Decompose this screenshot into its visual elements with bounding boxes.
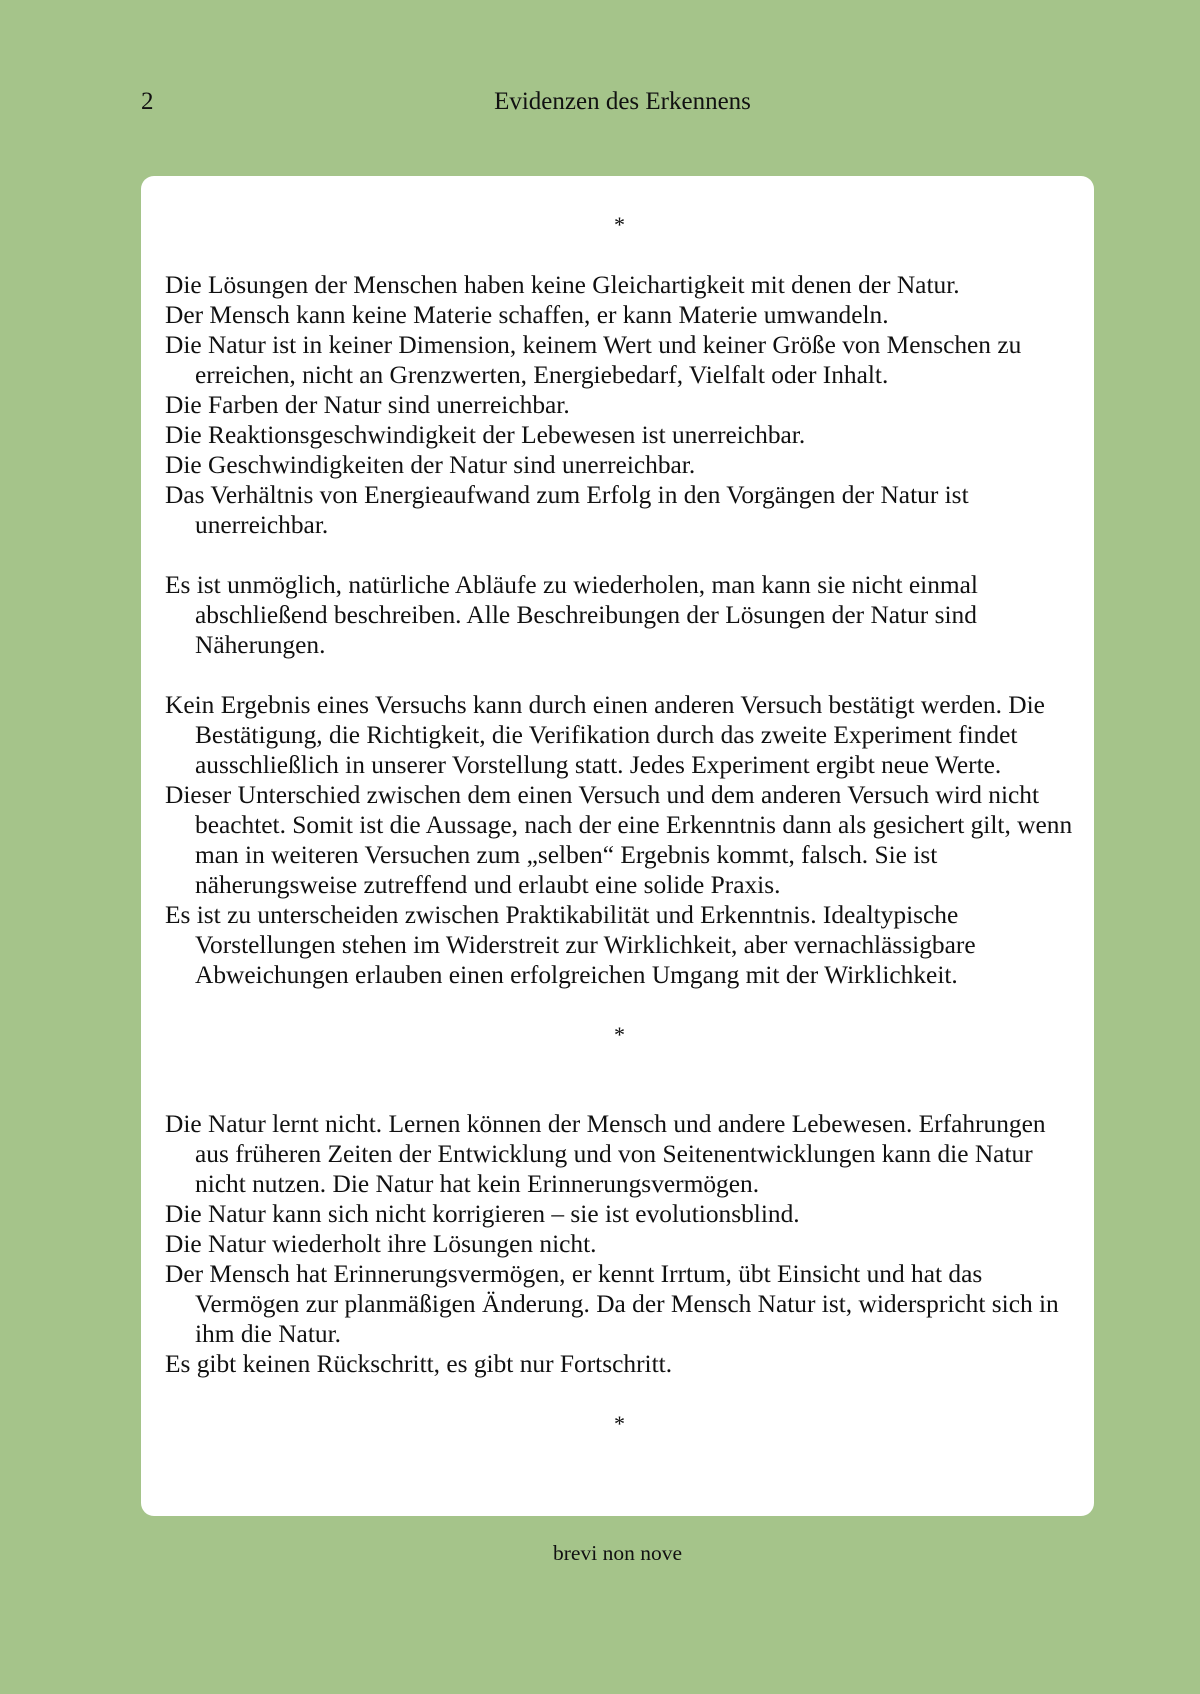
paragraph: Es ist unmöglich, natürliche Abläufe zu wiederholen, man kann sie nicht einmal abschließend beschreiben. Alle Beschreibungen der Lösungen der Natur sind Näherungen. [165,571,978,659]
paragraph: Die Natur wiederholt ihre Lösungen nicht. [165,1230,597,1258]
paragraph: Das Verhältnis von Energieaufwand zum Erfolg in den Vorgängen der Natur ist unerreichbar. [165,481,969,539]
card-content [165,210,1074,1439]
paragraph: Es gibt keinen Rückschritt, es gibt nur Fortschritt. [165,1350,673,1378]
paragraph: Die Natur ist in keiner Dimension, keinem Wert und keiner Größe von Menschen zu erreichen, nicht an Grenzwerten, Energiebedarf, Vielfalt oder Inhalt. [165,331,1022,389]
text-card [141,176,1094,1516]
paragraph: Die Natur lernt nicht. Lernen können der Mensch und andere Lebewesen. Erfahrungen aus früheren Zeiten der Entwicklung und von Seitenentwicklungen kann die Natur nicht nutzen. Die Natur hat kein Erinnerungsvermögen. [165,1110,1046,1198]
paragraph: Die Lösungen der Menschen haben keine Gleichartigkeit mit denen der Natur. [165,271,960,299]
paragraph: Kein Ergebnis eines Versuchs kann durch einen anderen Versuch bestätigt werden. Die Bestätigung, die Richtigkeit, die Verifikation durch das zweite Experiment findet ausschließlich in unserer Vorstellung statt. Jedes Experiment ergibt neue Werte. [165,691,1045,779]
paragraph: Die Geschwindigkeiten der Natur sind unerreichbar. [165,451,696,479]
section-separator: * [614,1411,625,1436]
paragraph: Der Mensch kann keine Materie schaffen, er kann Materie umwandeln. [165,301,889,329]
section-3 [165,690,1074,990]
paragraph: Es ist zu unterscheiden zwischen Praktikabilität und Erkenntnis. Idealtypische Vorstellungen stehen im Widerstreit zur Wirklichkeit, aber vernachlässigbare Abweichungen erlauben einen erfolgreichen Umgang mit der Wirklichkeit. [165,901,976,989]
section-separator: * [614,212,625,237]
paragraph: Der Mensch hat Erinnerungsvermögen, er kennt Irrtum, übt Einsicht und hat das Vermögen zur planmäßigen Änderung. Da der Mensch Natur ist, widerspricht sich in ihm die Natur. [165,1260,1059,1348]
paragraph: Die Reaktionsgeschwindigkeit der Lebewesen ist unerreichbar. [165,421,806,449]
paragraph: Die Natur kann sich nicht korrigieren – sie ist evolutionsblind. [165,1200,800,1228]
page-number: 2 [141,88,154,115]
page-header [141,82,1094,122]
running-title: Evidenzen des Erkennens [494,88,751,115]
section-2 [165,570,1074,660]
section-4 [165,1109,1074,1379]
section-1 [165,270,1074,540]
paragraph: Die Farben der Natur sind unerreichbar. [165,391,570,419]
section-separator: * [614,1022,625,1047]
page-footer: brevi non nove [553,1541,682,1565]
paragraph: Dieser Unterschied zwischen dem einen Versuch und dem anderen Versuch wird nicht beachtet. Somit ist die Aussage, nach der eine Erkenntnis dann als gesichert gilt, wenn man in weiteren Versuchen zum „selben“ Ergebnis kommt, falsch. Sie ist näherungsweise zutreffend und erlaubt eine solide Praxis. [165,781,1073,899]
